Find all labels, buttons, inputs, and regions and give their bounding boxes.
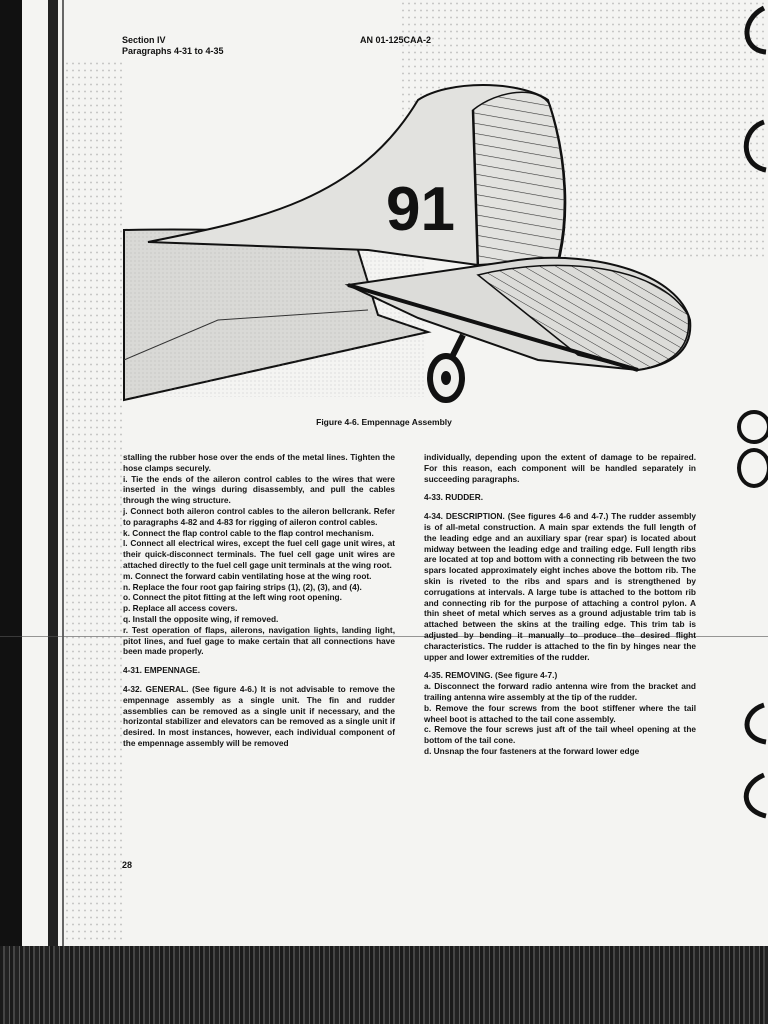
paragraph: individually, depending upon the extent of damage to be repaired. For this reason, each component will be handled separately in succeeding paragraphs. xyxy=(424,452,696,484)
paragraph: m. Connect the forward cabin ventilating hose at the wing root. xyxy=(123,570,372,581)
empennage-figure xyxy=(118,60,698,412)
section-label: Section IV xyxy=(122,35,166,45)
paragraph-range: Paragraphs 4-31 to 4-35 xyxy=(122,46,224,56)
paragraph: b. Remove the four screws from the boot stiffener where the tail wheel boot is attached to the tail cone assembly. xyxy=(424,702,696,724)
paragraph: d. Unsnap the four fasteners at the forward lower edge xyxy=(424,745,640,756)
paragraph: q. Install the opposite wing, if removed. xyxy=(123,613,279,624)
paragraph: stalling the rubber hose over the ends of the metal lines. Tighten the hose clamps securely. xyxy=(123,452,395,473)
paragraph: p. Replace all access covers. xyxy=(123,603,238,614)
paragraph: n. Replace the four root gap fairing strips (1), (2), (3), and (4). xyxy=(123,581,362,592)
paragraph: 4-34. DESCRIPTION. (See figures 4-6 and 4-7.) The rudder assembly is of all-metal construction. A main spar extends the full length of the leading edge and an auxiliary spar (rear spar) is located about midway between the leading edge and trailing edge. Full length ribs are located at top and bottom with a connecting rib between the two spars located approximately eight inches above the bottom rib. The skin is riveted to the ribs and spars and is strengthened by corrugations at intervals. A large tube is attached to the bottom rib and connecting rib for the purpose of attaching a control pylon. A thin sheet of metal which serves as a ground adjustable trim tab is attached between the skins at the trailing edge. This trim tab is adjusted by bending it manually to produce the desired flight characteristics. The rudder is attached to the fin by hinges near the upper and lower extremities of the rudder. xyxy=(424,511,696,662)
scan-border-bottom xyxy=(0,946,768,1024)
page-number: 28 xyxy=(122,860,133,870)
section-heading: 4-31. EMPENNAGE. xyxy=(123,665,200,676)
paragraph: 4-32. GENERAL. (See figure 4-6.) It is not advisable to remove the empennage assembly as a single unit. The fin and rudder assemblies can be removed as a single unit if necessary, and the horizontal stabilizer and elevators can be removed as a single unit if desired. In most instances, however, each individual component of the empennage assembly will be removed xyxy=(123,683,395,748)
section-header xyxy=(122,35,224,57)
binding-edge-shadow xyxy=(62,0,64,950)
binder-ring-marks xyxy=(728,0,768,820)
paragraph: o. Connect the pitot fitting at the left wing root opening. xyxy=(123,592,342,603)
paragraph: i. Tie the ends of the aileron control cables to the wires that were inserted in the wings during disassembly, and pull the cables through the wing structure. xyxy=(123,473,395,506)
paragraph: r. Test operation of flaps, ailerons, navigation lights, landing light, pitot lines, and fuel gage to make certain that all connections have been made properly. xyxy=(123,624,395,657)
binding-edge xyxy=(48,0,58,950)
section-heading: 4-33. RUDDER. xyxy=(424,492,484,503)
paragraph: l. Connect all electrical wires, except the fuel cell gage unit wires, at their quick-disconnect terminals. The fuel cell gage unit wires are attached directly to the fuel cell gage unit terminals at the wing root. xyxy=(123,538,395,570)
scan-noise xyxy=(64,60,124,940)
text-column-left xyxy=(123,452,395,749)
paragraph: a. Disconnect the forward radio antenna wire from the bracket and trailing antenna wire assembly at the tip of the rudder. xyxy=(424,681,696,702)
rudder xyxy=(473,92,566,270)
paragraph: k. Connect the flap control cable to the flap control mechanism. xyxy=(123,527,374,538)
text-column-right xyxy=(424,452,696,757)
tail-number: 91 xyxy=(386,175,455,244)
scan-border-left xyxy=(0,0,22,1024)
figure-caption: Figure 4-6. Empennage Assembly xyxy=(316,417,452,427)
paragraph: c. Remove the four screws just aft of the tail wheel opening at the bottom of the tail cone. xyxy=(424,724,696,746)
section-heading: 4-35. REMOVING. (See figure 4-7.) xyxy=(424,670,558,681)
paragraph: j. Connect both aileron control cables to the aileron bellcrank. Refer to paragraphs 4-82 and 4-83 for rigging of aileron control cables. xyxy=(123,505,395,527)
document-id: AN 01-125CAA-2 xyxy=(360,35,432,45)
